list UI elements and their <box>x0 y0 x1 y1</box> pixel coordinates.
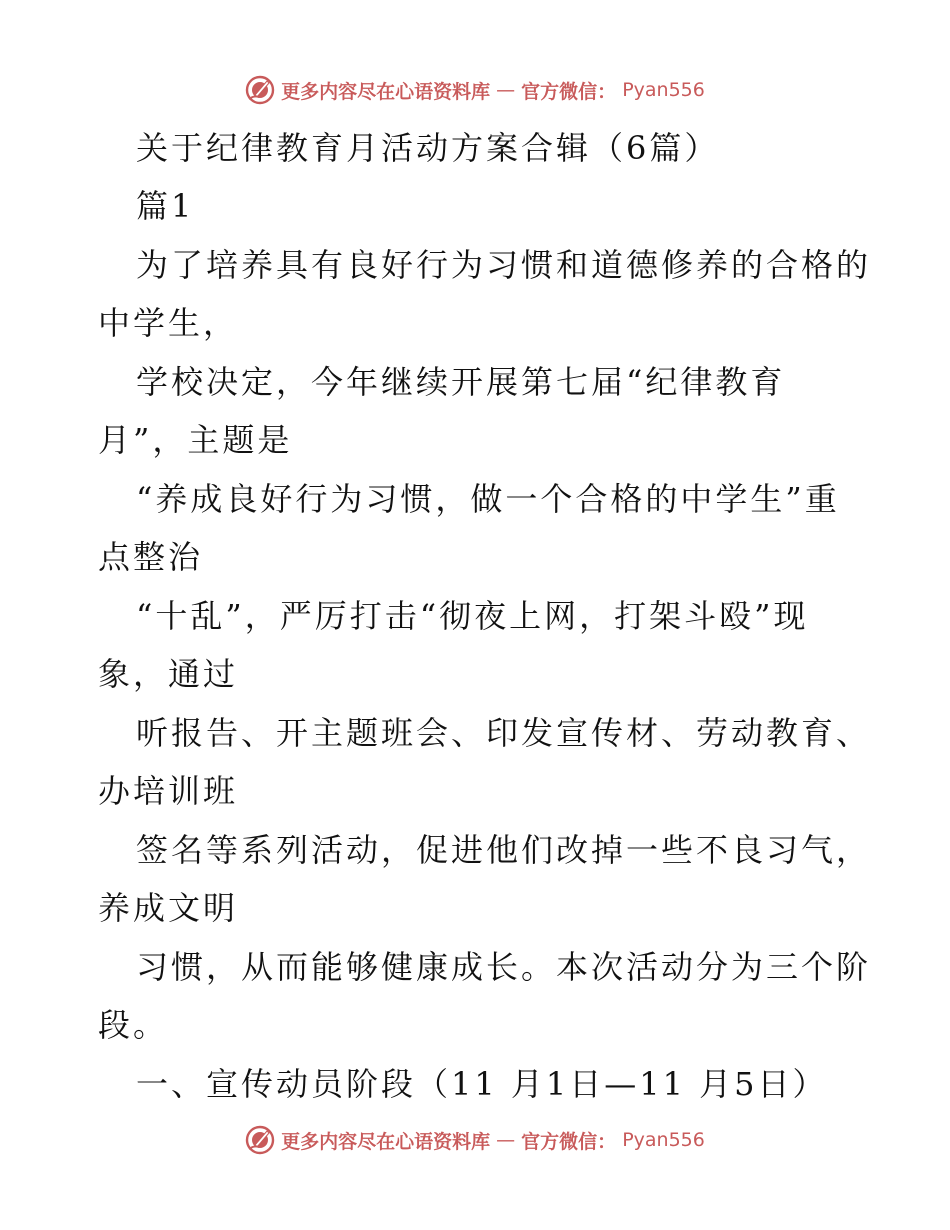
watermark-wechat-id: Pyan556 <box>622 79 705 101</box>
paragraph-line: 段。 <box>98 1006 169 1044</box>
paragraph-line: “养成良好行为习惯，做一个合格的中学生”重 <box>136 480 840 518</box>
watermark-dash: — <box>496 1129 516 1151</box>
watermark-site-text: 更多内容尽在心语资料库 <box>281 80 491 103</box>
quill-logo-icon <box>245 75 275 105</box>
paragraph-line: 点整治 <box>98 538 204 576</box>
paragraph-line: 听报告、开主题班会、印发宣传材、劳动教育、 <box>136 714 872 752</box>
stage-heading: 一、宣传动员阶段（11 月1日—11 月5日） <box>136 1065 828 1103</box>
watermark-official-label: 官方微信： <box>521 80 617 103</box>
quill-logo-icon <box>245 1125 275 1155</box>
watermark-dash: — <box>496 79 516 101</box>
paragraph-line: 签名等系列活动，促进他们改掉一些不良习气， <box>136 831 872 869</box>
paragraph-line: 办培训班 <box>98 772 239 810</box>
watermark-official-label: 官方微信： <box>521 1130 617 1153</box>
paragraph-line: 学校决定，今年继续开展第七届“纪律教育 <box>136 363 786 401</box>
document-title: 关于纪律教育月活动方案合辑（6篇） <box>136 129 720 167</box>
section-label: 篇1 <box>136 187 195 225</box>
watermark-site-text: 更多内容尽在心语资料库 <box>281 1130 491 1153</box>
paragraph-line: 象，通过 <box>98 655 239 693</box>
paragraph-line: 月”，主题是 <box>98 421 293 459</box>
footer-watermark <box>0 1122 950 1158</box>
paragraph-line: 养成文明 <box>98 889 239 927</box>
watermark-wechat-id: Pyan556 <box>622 1129 705 1151</box>
paragraph-line: 中学生， <box>98 304 239 342</box>
paragraph-line: “十乱”，严厉打击“彻夜上网，打架斗殴”现 <box>136 597 809 635</box>
paragraph-line: 习惯，从而能够健康成长。本次活动分为三个阶 <box>136 948 872 986</box>
header-watermark <box>0 72 950 108</box>
paragraph-line: 为了培养具有良好行为习惯和道德修养的合格的 <box>136 246 872 284</box>
